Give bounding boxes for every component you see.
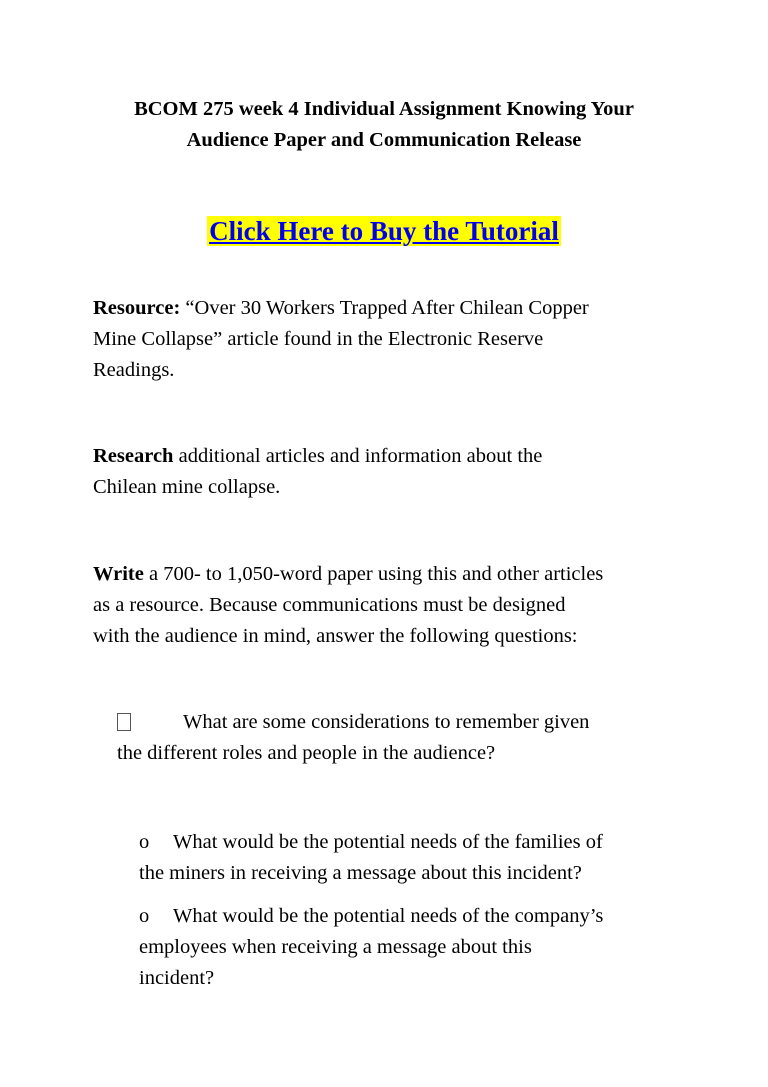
write-text-1: a 700- to 1,050-word paper using this and other articles (143, 563, 604, 585)
research-line-2: Chilean mine collapse. (93, 476, 281, 498)
bullet-line-1 (117, 707, 697, 738)
title-line-2: Audience Paper and Communication Release (186, 129, 582, 151)
write-line-2: as a resource. Because communications must be designed (93, 594, 566, 616)
sub-item-marker: o (139, 905, 150, 927)
research-label: Research (93, 445, 174, 467)
sub-item-2-line-3: incident? (139, 967, 215, 989)
square-bullet-icon (117, 713, 131, 731)
write-line-3: with the audience in mind, answer the following questions: (93, 625, 578, 647)
resource-line-1 (93, 293, 693, 324)
sub-item-2-line-1 (139, 901, 699, 932)
sub-item-2-line-2: employees when receiving a message about this (139, 936, 532, 958)
research-text-1: additional articles and information about the (173, 445, 543, 467)
sub-item-marker: o (139, 831, 150, 853)
resource-line-2: Mine Collapse” article found in the Electronic Reserve (93, 328, 544, 350)
research-paragraph (93, 441, 693, 503)
sub-item-1-text-1: What would be the potential needs of the families of (173, 831, 603, 853)
sub-item-1 (139, 827, 699, 889)
buy-tutorial-link[interactable] (0, 213, 768, 249)
bullet-text-1: What are some considerations to remember given (183, 711, 590, 733)
write-line-1 (93, 559, 693, 590)
sub-item-1-line-1 (139, 827, 699, 858)
buy-tutorial-link-label[interactable]: Click Here to Buy the Tutorial (209, 216, 559, 246)
document-title (60, 94, 708, 156)
title-line-1: BCOM 275 week 4 Individual Assignment Knowing Your (134, 98, 634, 120)
bullet-item (117, 707, 697, 769)
research-line-1 (93, 441, 693, 472)
resource-paragraph (93, 293, 693, 386)
resource-label: Resource: (93, 297, 181, 319)
sub-item-2-text-1: What would be the potential needs of the company’s (173, 905, 604, 927)
sub-item-1-line-2: the miners in receiving a message about this incident? (139, 862, 582, 884)
sub-item-2 (139, 901, 699, 994)
write-label: Write (93, 563, 144, 585)
bullet-line-2: the different roles and people in the audience? (117, 742, 496, 764)
write-paragraph (93, 559, 693, 652)
resource-line-3: Readings. (93, 359, 175, 381)
resource-text-1: “Over 30 Workers Trapped After Chilean Copper (180, 297, 589, 319)
